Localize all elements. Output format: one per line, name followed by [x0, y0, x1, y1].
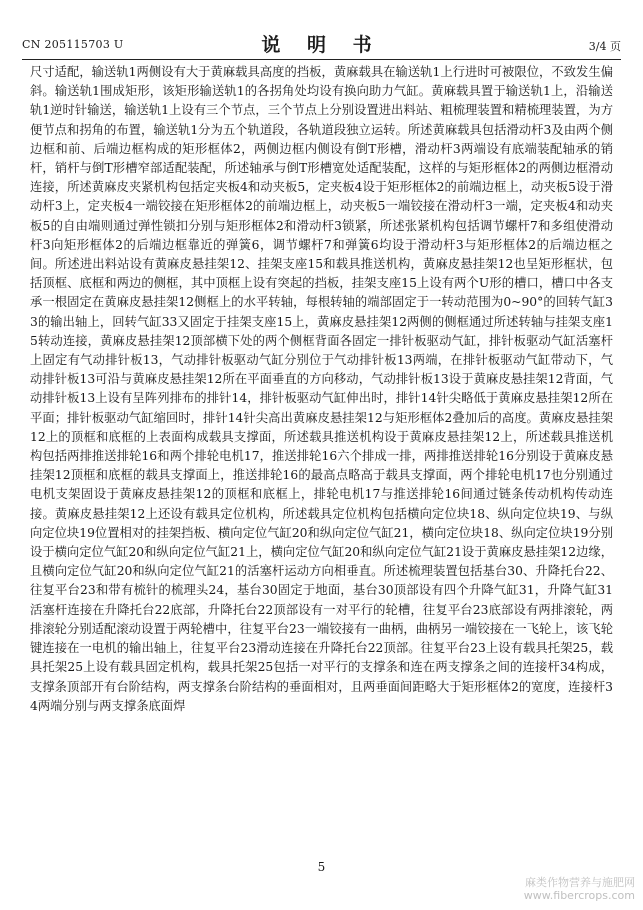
document-title: 说 明 书: [261, 34, 382, 56]
description-body: [30, 63, 613, 716]
page-header: [22, 30, 621, 56]
body-paragraph: 尺寸适配，输送轨1两侧设有大于黄麻载具高度的挡板，黄麻载具在输送轨1上行进时可被限位，不致发生偏斜。输送轨1围成矩形，该矩形输送轨1的各拐角处均设有换向助力气缸。黄麻载具置于输送轨1上，沿输送轨1逆时针输送，输送轨1上设有三个节点，三个节点上分别设置进出料站、粗梳理装置和精梳理装置，为方便节点和拐角的布置，输送轨1分为五个轨道段，各轨道段独立运转。所述黄麻载具包括滑动杆3及由两个侧边框和前、后端边框构成的矩形框体2，两侧边框内侧设有倒T形槽，滑动杆3两端设有底端装配轴承的销杆，销杆与倒T形槽窄部适配装配，所述轴承与倒T形槽宽处适配装配，这样的与矩形框体2的两侧边框滑动连接，所述黄麻皮夹紧机构包括定夹板4和动夹板5，定夹板4设于矩形框体2的前端边框上，动夹板5设于滑动杆3上，定夹板4一端铰接在矩形框体2的前端边框上，动夹板5一端铰接在滑动杆3一端，定夹板4和动夹板5的自由端则通过弹性锁扣分别与矩形框体2和滑动杆3锁紧，所述张紧机构包括调节螺杆7和多组使滑动杆3向矩形框体2的后端边框靠近的弹簧6，调节螺杆7和弹簧6均设于滑动杆3与矩形框体2的后端边框之间。所述进出料站设有黄麻皮悬挂架12、挂架支座15和载具推送机构，黄麻皮悬挂架12也呈矩形框状，包括顶框、底框和两边的侧框，其中顶框上设有突起的挡板，挂架支座15上设有两个U形的槽口，槽口中各支承一根固定在黄麻皮悬挂架12侧框上的水平转轴，每根转轴的端部固定于一转动范围为0~90°的回转气缸33的输出轴上，回转气缸33又固定于挂架支座15上，黄麻皮悬挂架12两侧的侧框通过所述转轴与挂架支座15转动连接，黄麻皮悬挂架12顶部横下处的两个侧框背面各固定一排针板驱动气缸，排针板驱动气缸活塞杆上固定有气动排针板13，气动排针板驱动气缸分别位于气动排针板13两端，在排针板驱动气缸带动下，气动排针板13可沿与黄麻皮悬挂架12所在平面垂直的方向移动，气动排针板13设于黄麻皮悬挂架12背面，气动排针板13上设有呈阵列排布的排针14，排针板驱动气缸伸出时，排针14针尖略低于黄麻皮悬挂架12所在平面；排针板驱动气缸缩回时，排针14针尖高出黄麻皮悬挂架12与矩形框体2叠加后的高度。黄麻皮悬挂架12上的顶框和底框的上表面构成载具支撑面，所述载具推送机构设于黄麻皮悬挂架12上，所述载具推送机构包括两排推送排轮16和两个排轮电机17，推送排轮16六个排成一排，两排推送排轮16分别设于黄麻皮悬挂架12顶框和底框的载具支撑面上，推送排轮16的最高点略高于载具支撑面，两个排轮电机17也分别通过电机支架固设于黄麻皮悬挂架12的顶框和底框上，排轮电机17与推送排轮16间通过链条传动机构传动连接。黄麻皮悬挂架12上还设有载具定位机构，所述载具定位机构包括横向定位块18、纵向定位块19、与纵向定位块19位置相对的挂架挡板、横向定位气缸20和纵向定位气缸21，横向定位块18、纵向定位块19分别设于横向定位气缸20和纵向定位气缸21上，横向定位气缸20和纵向定位气缸21设于黄麻皮悬挂架12边缘，且横向定位气缸20和纵向定位气缸21的活塞杆运动方向相垂直。所述梳理装置包括基台30、升降托台22、往复平台23和带有梳针的梳理头24，基台30固定于地面，基台30顶部设有四个升降气缸31，升降气缸31活塞杆连接在升降托台22底部，升降托台22顶部设有一对平行的轮槽，往复平台23底部设有两排滚轮，两排滚轮分别适配滚动设置于两轮槽中，往复平台23一端铰接有一曲柄，曲柄另一端铰接在一飞轮上，该飞轮键连接在一电机的输出轴上，往复平台23滑动连接在升降托台22顶部。往复平台23上设有载具托架25，载具托架25上设有载具固定机构，载具托架25包括一对平行的支撑条和连在两支撑条之间的连接杆34构成，支撑条顶部开有台阶结构，两支撑条台阶结构的垂面相对，且两垂面间距略大于矩形框体2的宽度，连接杆34两端分别与两支撑条底面焊: [30, 65, 613, 713]
header-divider: [22, 59, 621, 60]
page-number: 5: [317, 860, 326, 874]
watermark-url: www.fibercrops.com: [523, 889, 635, 902]
watermark-cn: 麻类作物营养与施肥网: [525, 876, 635, 889]
site-watermark: [524, 876, 635, 902]
page-indicator: 3/4 页: [588, 40, 621, 53]
patent-number: CN 205115703 U: [22, 38, 124, 51]
